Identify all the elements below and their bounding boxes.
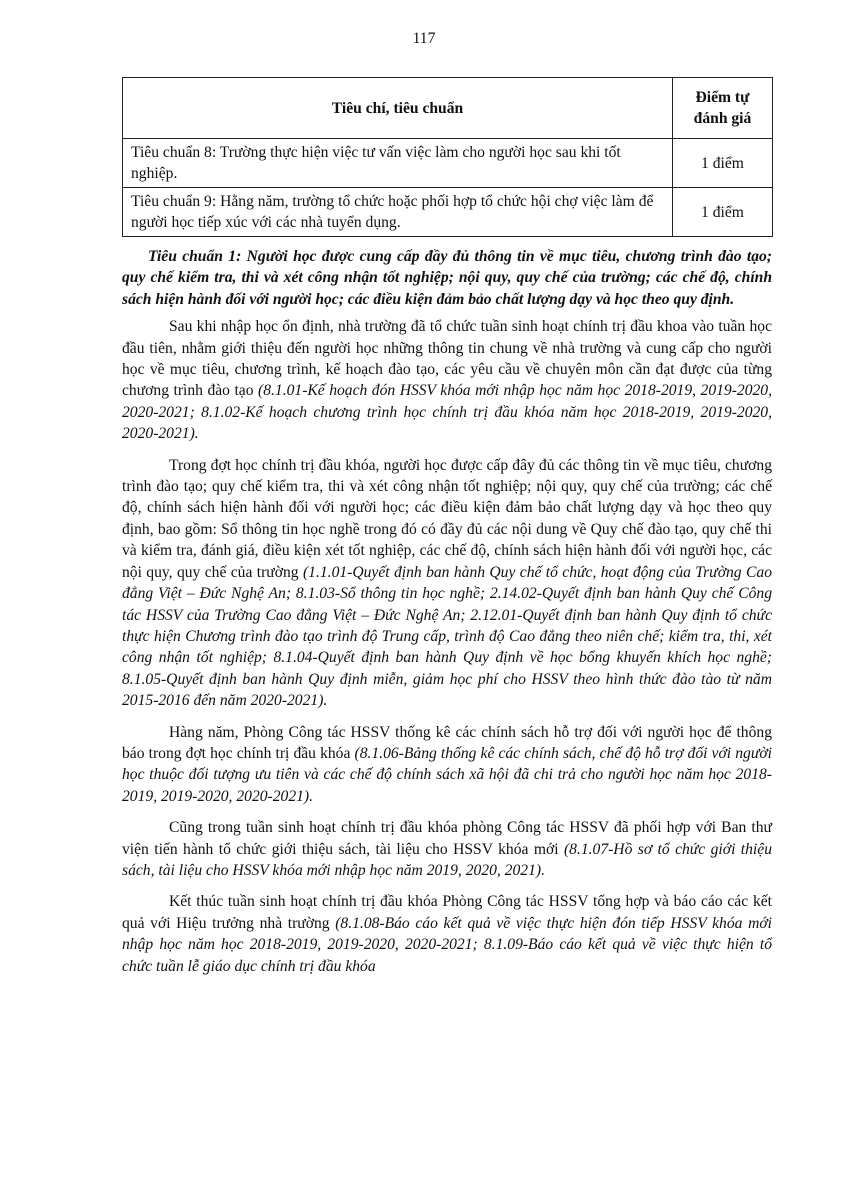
criteria-score: 1 điểm	[673, 188, 773, 237]
document-body	[122, 246, 772, 987]
evidence-reference: (8.1.08-Báo cáo kết quả về việc thực hiện đón tiếp HSSV khóa mới nhập học năm học 2018-2019, 2019-2020, 2020-2021; 8.1.09-Báo cáo kết quả về việc thực hiện tổ chức tuần lễ giáo dục chính trị đầu khóa	[122, 914, 772, 975]
evidence-reference: (8.1.01-Kế hoạch đón HSSV khóa mới nhập học năm học 2018-2019, 2019-2020, 2020-2021; 8.1.02-Kế hoạch chương trình học chính trị đầu khóa năm học 2018-2019, 2019-2020, 2020-2021)	[122, 382, 772, 443]
criteria-text: Tiêu chuẩn 8: Trường thực hiện việc tư vấn việc làm cho người học sau khi tốt nghiệp.	[123, 139, 673, 188]
paragraph-end: .	[194, 425, 199, 443]
table-header-row	[123, 78, 773, 139]
header-score: Điểm tự đánh giá	[673, 78, 773, 139]
paragraph-text: Sau khi nhập học ổn định, nhà trường đã tổ chức tuần sinh hoạt chính trị đầu khoa vào tuần học đầu tiên, nhằm giới thiệu đến người học những thông tin chung về nhà trường và cung cấp cho người học về mục tiêu, chương trình, kế hoạch đào tạo, các yêu cầu về chuyên môn cần đạt được của từng chương trình đào tạo	[122, 318, 772, 400]
paragraph	[122, 316, 772, 444]
paragraph-text: Kết thúc tuần sinh hoạt chính trị đầu khóa Phòng Công tác HSSV tổng hợp và báo cáo các kết quả với Hiệu trưởng nhà trường	[122, 893, 772, 932]
criteria-text: Tiêu chuẩn 9: Hằng năm, trường tổ chức hoặc phối hợp tổ chức hội chợ việc làm để người học tiếp xúc với các nhà tuyển dụng.	[123, 188, 673, 237]
header-criteria: Tiêu chí, tiêu chuẩn	[123, 78, 673, 139]
evidence-reference: (8.1.07-Hồ sơ tổ chức giới thiệu sách, tài liệu cho HSSV khóa mới nhập học năm 2019, 2020, 2021)	[122, 840, 772, 879]
evidence-reference: (1.1.01-Quyết định ban hành Quy chế tổ chức, hoạt động của Trường Cao đẳng Việt – Đức Nghệ An; 8.1.03-Sổ thông tin học nghề; 2.14.02-Quyết định ban hành Quy chế Công tác HSSV của Trường Cao đẳng Việt – Đức Nghệ An; 2.12.01-Quyết định ban hành Quy định tổ chức thực hiện Chương trình đào tạo trình độ Trung cấp, trình độ Cao đẳng theo niên chế; kiểm tra, thi, xét công nhận tốt nghiệp; 8.1.04-Quyết định ban hành Quy định về học bổng khuyến khích học nghề; 8.1.05-Quyết định ban hành Quy định miễn, giảm học phí cho HSSV theo hình thức đào tào từ năm 2015-2016 đến năm 2020-2021)	[122, 563, 772, 710]
criteria-score: 1 điểm	[673, 139, 773, 188]
evidence-reference: (8.1.06-Bảng thống kê các chính sách, chế độ hỗ trợ đối với người học thuộc đối tượng ưu tiên và các chế độ chính sách xã hội đã chi trả cho người học năm học 2018-2019, 2019-2020, 2020-2021)	[122, 744, 772, 805]
paragraph-text: Cũng trong tuần sinh hoạt chính trị đầu khóa phòng Công tác HSSV đã phối hợp với Ban thư viện tiến hành tổ chức giới thiệu sách, tài liệu cho HSSV khóa mới	[122, 819, 772, 858]
paragraph-text: Hàng năm, Phòng Công tác HSSV thống kê các chính sách hỗ trợ đối với người học để thông báo trong đợt học chính trị đầu khóa	[122, 723, 772, 762]
paragraph-text: Trong đợt học chính trị đầu khóa, người học được cấp đây đủ các thông tin về mục tiêu, chương trình đào tạo; quy chế kiểm tra, thi và xét công nhận tốt nghiệp; nội quy, quy chế của trường; các chế độ, chính sách hiện hành đối với người học; các điều kiện đảm bảo chất lượng dạy và học theo quy định, bao gồm: Sổ thông tin học nghề trong đó có đầy đủ các nội dung về Quy chế đào tạo, quy chế thi và kiểm tra, đánh giá, điều kiện xét tốt nghiệp, các chế độ, chính sách hiện hành đối với người học, các nội quy, quy chế của trường	[122, 456, 772, 581]
criteria-table	[122, 77, 773, 237]
table-row	[123, 139, 773, 188]
paragraph	[122, 455, 772, 712]
paragraph-end: .	[309, 787, 314, 805]
standard-heading: Tiêu chuẩn 1: Người học được cung cấp đầy đủ thông tin về mục tiêu, chương trình đào tạo; quy chế kiểm tra, thi và xét công nhận tốt nghiệp; nội quy, quy chế của trường; các chế độ, chính sách hiện hành đối với người học; các điều kiện đảm bảo chất lượng dạy và học theo quy định.	[122, 248, 772, 308]
paragraph-end: .	[323, 692, 328, 710]
paragraph	[122, 891, 772, 977]
table-row	[123, 188, 773, 237]
paragraph-end: .	[541, 861, 545, 879]
paragraph	[122, 817, 772, 881]
page-number: 117	[412, 30, 436, 47]
paragraph	[122, 722, 772, 808]
